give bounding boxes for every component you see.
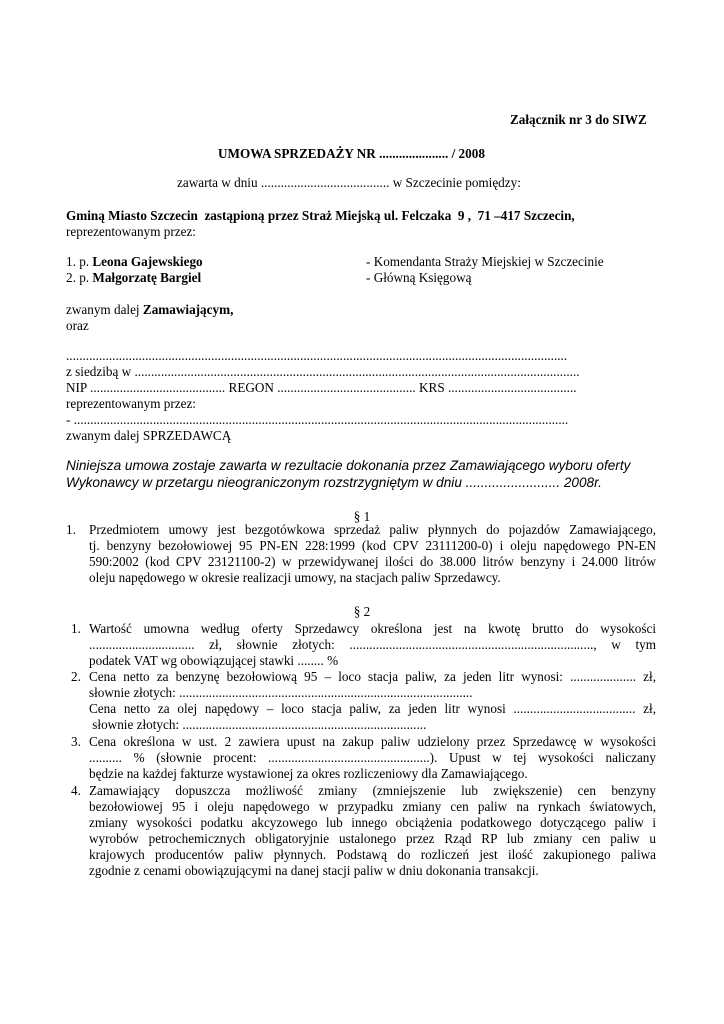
buyer-rep-1-role: - Komendanta Straży Miejskiej w Szczecinie — [366, 254, 604, 269]
intro-line-2: Wykonawcy w przetargu nieograniczonym rozstrzygniętym w dniu ......................... 2008r. — [66, 475, 602, 490]
buyer-rep-1 — [66, 253, 203, 270]
seller-name-blank: ........................................................................................................................................................ — [66, 348, 568, 363]
s2-item-3-number: 3. — [71, 734, 81, 749]
buyer-rep-2 — [66, 269, 201, 286]
buyer-rep-2-role: - Główną Księgową — [366, 270, 472, 285]
s1-line: oleju napędowego w okresie realizacji umowy, na stacjach paliw Sprzedawcy. — [89, 570, 501, 585]
s2-item-3-line: Cena określona w ust. 2 zawiera upust na zakup paliw udzielony przez Sprzedawcę w wysokości — [89, 734, 656, 749]
s2-item-2-line: słownie złotych: .......................................................................... — [89, 717, 427, 732]
s2-item-4-line: Zamawiający dopuszcza możliwość zmiany (zmniejszenie lub zwiększenie) cen benzyny — [89, 783, 656, 798]
seller-ids-line: NIP ......................................... REGON .......................................... KRS ....................................... — [66, 380, 577, 395]
s2-item-1-line: podatek VAT wg obowiązującej stawki ........ % — [89, 653, 339, 668]
section-1-heading: § 1 — [353, 509, 371, 524]
s2-item-2-line: Cena netto za olej napędowy – loco stacja paliw, za jeden litr wynosi ..................................... zł, — [89, 701, 656, 716]
rep-name: Leona Gajewskiego — [92, 254, 203, 269]
rep-name: Małgorzatę Bargiel — [92, 270, 202, 285]
s2-item-4-line: zmiany wysokości podatku akcyzowego lub innego obciążenia podatkowego dotyczącego paliw i — [89, 815, 656, 830]
intro-line-1: Niniejsza umowa zostaje zawarta w rezultacie dokonania przez Zamawiającego wyboru oferty — [66, 458, 631, 473]
buyer-represented-label: reprezentowanym przez: — [66, 224, 196, 239]
s1-item-number: 1. — [66, 522, 76, 537]
s1-line: Przedmiotem umowy jest bezgotówkowa sprzedaż paliw płynnych do pojazdów Zamawiającego, — [89, 522, 656, 537]
called-name: Zamawiającym, — [142, 302, 234, 317]
seller-rep-blank: - ...................................................................................................................................................... — [66, 412, 569, 427]
s2-item-2-number: 2. — [71, 669, 81, 684]
called-prefix: zwanym dalej — [66, 302, 140, 317]
s1-line: 590:2002 (kod CPV 23121100-2) w przewidywanej ilości do 38.000 litrów benzyny i 24.000 litrów — [89, 554, 656, 569]
rep-number: 1. p. — [66, 254, 90, 269]
contract-title: UMOWA SPRZEDAŻY NR ..................... / 2008 — [218, 146, 485, 161]
rep-number: 2. p. — [66, 270, 90, 285]
section-2-heading: § 2 — [353, 604, 371, 619]
s2-item-3-line: będzie na każdej fakturze wystawionej za okres rozliczeniowy dla Zamawiającego. — [89, 766, 528, 781]
s1-line: tj. benzyny bezołowiowej 95 PN-EN 228:1999 (kod CPV 23111200-0) i oleju napędowego PN-EN — [89, 538, 656, 553]
s2-item-3-line: .......... % (słownie procent: .................................................). Upust w tej wysokości naliczany — [89, 750, 656, 765]
attachment-label: Załącznik nr 3 do SIWZ — [510, 112, 647, 127]
s2-item-2-line: słownie złotych: ......................................................................................... — [89, 685, 473, 700]
concluded-line: zawarta w dniu ....................................... w Szczecinie pomiędzy: — [177, 175, 521, 190]
seller-seat-line: z siedzibą w ....................................................................................................................................... — [66, 364, 580, 379]
s2-item-4-line: krajowych producentów paliw płynnych. Podstawą do rozliczeń jest ilość zakupionego paliwa — [89, 847, 656, 862]
s2-item-2-line: Cena netto za benzynę bezołowiową 95 – loco stacja paliw, za jeden litr wynosi: .................... zł, — [89, 669, 656, 684]
s2-item-4-line: wyrobów petrochemicznych obligatoryjnie ustalonego przez Rząd RP lub zmiany cen paliw u — [89, 831, 656, 846]
s2-item-4-line: zgodnie z cenami obowiązującymi na danej stacji paliw w dniu dokonania transakcji. — [89, 863, 539, 878]
s2-item-4-number: 4. — [71, 783, 81, 798]
buyer-called-line — [66, 301, 233, 318]
s2-item-4-line: bezołowiowej 95 i oleju napędowego w przypadku zmiany cen paliw na rynkach światowych, — [89, 799, 656, 814]
and-label: oraz — [66, 318, 89, 333]
s2-item-1-line: ................................ zł, słownie złotych: .........................................................................., w tym — [89, 637, 656, 652]
seller-called-line: zwanym dalej SPRZEDAWCĄ — [66, 428, 232, 443]
seller-represented-label: reprezentowanym przez: — [66, 396, 196, 411]
s2-item-1-line: Wartość umowna według oferty Sprzedawcy określona jest na kwotę brutto do wysokości — [89, 621, 656, 636]
buyer-name-line: Gminą Miasto Szczecin zastąpioną przez Straż Miejską ul. Felczaka 9 , 71 –417 Szczecin, — [66, 208, 575, 223]
s2-item-1-number: 1. — [71, 621, 81, 636]
